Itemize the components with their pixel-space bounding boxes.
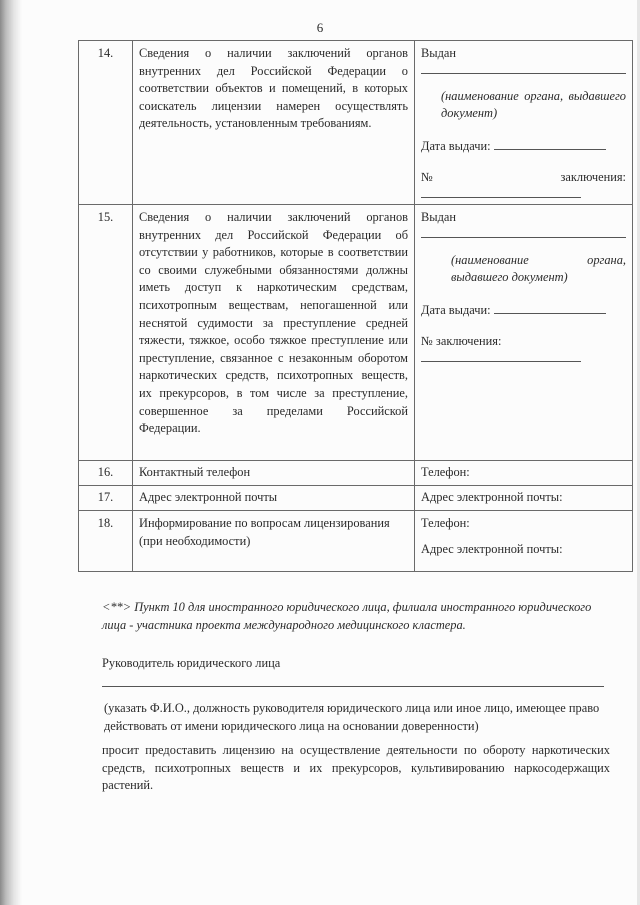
row-description: Адрес электронной почты	[133, 485, 415, 510]
conclusion-label: заключения:	[560, 170, 626, 185]
signature-line	[102, 686, 604, 687]
footnote: <**> Пункт 10 для иностранного юридического лица, филиала иностранного юридического лица - участника проекта международного медицинского кластера.	[102, 600, 592, 632]
table-row	[79, 510, 633, 571]
row-description: Сведения о наличии заключений органов внутренних дел Российской Федерации об отсутствии у работников, которые в соответствии со своими служебными обязанностями должны иметь доступ к наркотическим средствам, психотропным веществам, непогашенной или неснятой судимости за преступление средней тяжести, тяжкое, особо тяжкое преступление или преступление, связанное с незаконным оборотом наркотических средств, психотропных веществ, их прекурсоров, в том числе за преступление, совершенное за пределами Российской Федерации.	[133, 204, 415, 460]
issuer-note: (наименование органа, выдавшего документ)	[441, 88, 626, 121]
phone-label: Телефон:	[421, 515, 470, 530]
issued-by-line	[421, 63, 626, 74]
issued-label: Выдан	[421, 46, 457, 60]
row-number: 14.	[79, 41, 133, 205]
number-sign: №	[421, 170, 433, 185]
table-row	[79, 460, 633, 485]
row-description: Информирование по вопросам лицензирования (при необходимости)	[133, 510, 415, 571]
head-of-entity-label: Руководитель юридического лица	[102, 656, 281, 670]
issue-date-row	[421, 137, 626, 156]
table-row	[79, 204, 633, 460]
issuer-note: (наименование органа, выдавшего документ)	[451, 252, 626, 285]
conclusion-number-line	[421, 187, 581, 198]
phone-label: Телефон:	[415, 460, 633, 485]
issue-date-label: Дата выдачи:	[421, 138, 491, 153]
issue-date-line	[494, 301, 606, 314]
row-description: Контактный телефон	[133, 460, 415, 485]
row-response-cell	[415, 510, 633, 571]
email-label: Адрес электронной почты:	[415, 485, 633, 510]
table-row	[79, 41, 633, 205]
email-label: Адрес электронной почты:	[421, 541, 563, 556]
row-number: 16.	[79, 460, 133, 485]
issue-date-label: Дата выдачи:	[421, 302, 491, 317]
row-number: 17.	[79, 485, 133, 510]
row-response-cell	[415, 204, 633, 460]
conclusion-label: № заключения:	[421, 334, 502, 349]
row-number: 15.	[79, 204, 133, 460]
issue-date-row	[421, 301, 626, 320]
conclusion-number-row	[421, 169, 626, 187]
row-description: Сведения о наличии заключений органов внутренних дел Российской Федерации о соответствии объектов и помещений, в которых соискатель лицензии намерен осуществлять деятельность, установленным требованиям.	[133, 41, 415, 205]
row-response-cell	[415, 41, 633, 205]
scan-shadow-edge	[0, 0, 22, 905]
request-text: просит предоставить лицензию на осуществление деятельности по обороту наркотических средств, психотропных веществ и их прекурсоров, культивированию наркосодержащих растений.	[102, 743, 610, 793]
conclusion-number-line	[421, 351, 581, 362]
table-row	[79, 485, 633, 510]
signature-note: (указать Ф.И.О., должность руководителя юридического лица или иное лицо, имеющее право действовать от имени юридического лица на основании доверенности)	[104, 701, 600, 733]
issue-date-line	[494, 137, 606, 150]
row-number: 18.	[79, 510, 133, 571]
issued-by-line	[421, 227, 626, 238]
license-application-table	[78, 40, 633, 572]
page-number: 6	[316, 20, 324, 35]
issued-label: Выдан	[421, 209, 457, 224]
